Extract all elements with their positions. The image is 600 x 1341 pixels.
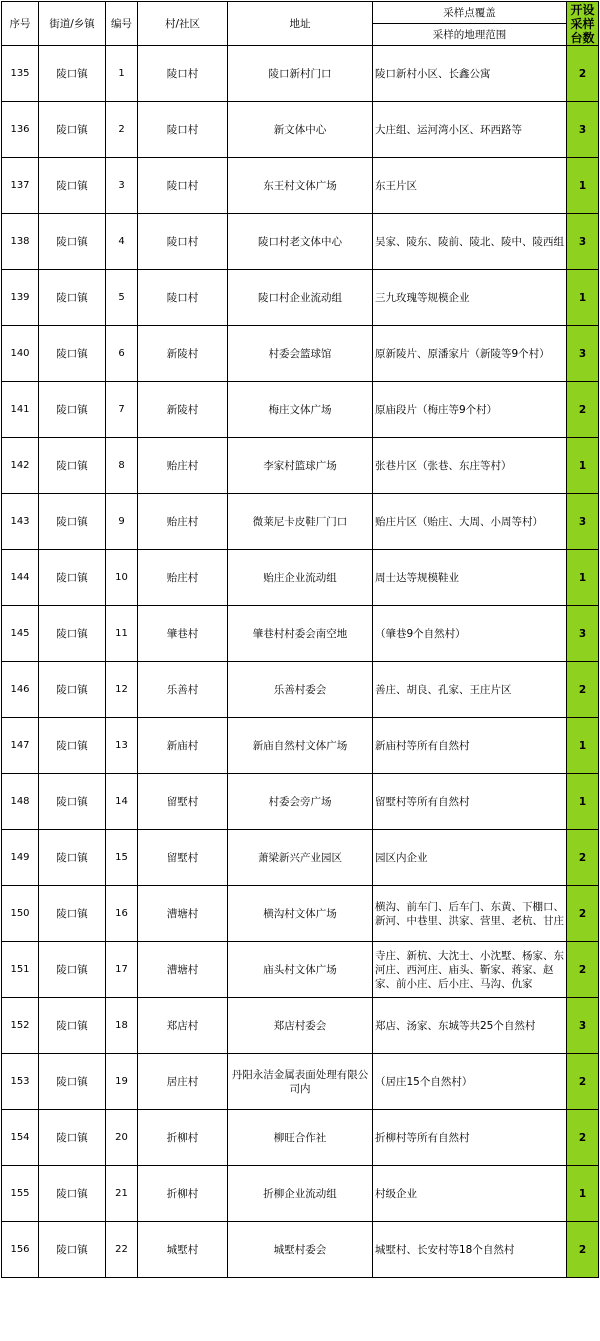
table-row [2,158,599,214]
table-row [2,830,599,886]
cell-address: 新文体中心 [228,102,373,158]
cell-scope: 横沟、前车门、后车门、东黄、下棚口、新河、中巷里、洪家、营里、老杭、甘庄 [373,886,567,942]
cell-num: 1 [106,46,138,102]
cell-scope: 寺庄、新杭、大沈士、小沈墅、杨家、东河庄、西河庄、庙头、靳家、蒋家、赵家、前小庄、后小庄、马沟、仇家 [373,942,567,998]
cell-village: 新陵村 [138,382,228,438]
cell-count: 2 [567,46,599,102]
table-row [2,998,599,1054]
cell-seq: 141 [2,382,39,438]
header-address: 地址 [228,2,373,46]
cell-num: 10 [106,550,138,606]
cell-address: 郑店村委会 [228,998,373,1054]
cell-street: 陵口镇 [39,662,106,718]
cell-address: 丹阳永洁金属表面处理有限公司内 [228,1054,373,1110]
cell-seq: 153 [2,1054,39,1110]
table-row [2,102,599,158]
cell-count: 2 [567,1222,599,1278]
cell-scope: 新庙村等所有自然村 [373,718,567,774]
cell-street: 陵口镇 [39,550,106,606]
table-body [2,46,599,1278]
table-header [2,2,599,46]
table-row [2,1054,599,1110]
cell-seq: 138 [2,214,39,270]
cell-address: 贻庄企业流动组 [228,550,373,606]
sampling-sites-table [1,1,599,1278]
cell-street: 陵口镇 [39,1054,106,1110]
cell-address: 梅庄文体广场 [228,382,373,438]
cell-street: 陵口镇 [39,1166,106,1222]
cell-count: 3 [567,102,599,158]
cell-num: 3 [106,158,138,214]
cell-address: 萧梁新兴产业园区 [228,830,373,886]
table-row [2,662,599,718]
table-row [2,1110,599,1166]
cell-village: 陵口村 [138,270,228,326]
cell-scope: 园区内企业 [373,830,567,886]
cell-street: 陵口镇 [39,606,106,662]
cell-seq: 156 [2,1222,39,1278]
table-row [2,438,599,494]
table-row [2,270,599,326]
table-row [2,774,599,830]
cell-village: 陵口村 [138,158,228,214]
header-street: 街道/乡镇 [39,2,106,46]
cell-num: 2 [106,102,138,158]
cell-count: 2 [567,382,599,438]
cell-scope: 吴家、陵东、陵前、陵北、陵中、陵西组 [373,214,567,270]
cell-street: 陵口镇 [39,158,106,214]
cell-address: 乐善村委会 [228,662,373,718]
header-seq: 序号 [2,2,39,46]
table-row [2,886,599,942]
cell-scope: （居庄15个自然村） [373,1054,567,1110]
header-count [567,2,599,46]
cell-street: 陵口镇 [39,830,106,886]
cell-street: 陵口镇 [39,718,106,774]
cell-scope: 城墅村、长安村等18个自然村 [373,1222,567,1278]
cell-num: 14 [106,774,138,830]
table-row [2,550,599,606]
cell-count: 2 [567,886,599,942]
cell-village: 留墅村 [138,774,228,830]
cell-village: 陵口村 [138,46,228,102]
cell-scope: 陵口新村小区、长鑫公寓 [373,46,567,102]
cell-count: 1 [567,774,599,830]
cell-street: 陵口镇 [39,438,106,494]
cell-scope: 贻庄片区（贻庄、大周、小周等村） [373,494,567,550]
cell-street: 陵口镇 [39,942,106,998]
header-count-line1: 开设 [570,2,595,17]
header-num: 编号 [106,2,138,46]
cell-street: 陵口镇 [39,270,106,326]
cell-seq: 137 [2,158,39,214]
cell-address: 陵口村老文体中心 [228,214,373,270]
cell-count: 1 [567,718,599,774]
cell-street: 陵口镇 [39,326,106,382]
cell-count: 2 [567,942,599,998]
cell-village: 新庙村 [138,718,228,774]
cell-scope: 善庄、胡良、孔家、王庄片区 [373,662,567,718]
cell-scope: 留墅村等所有自然村 [373,774,567,830]
cell-seq: 148 [2,774,39,830]
cell-seq: 135 [2,46,39,102]
cell-village: 折柳村 [138,1166,228,1222]
cell-seq: 143 [2,494,39,550]
cell-num: 6 [106,326,138,382]
cell-scope: 折柳村等所有自然村 [373,1110,567,1166]
cell-village: 折柳村 [138,1110,228,1166]
cell-village: 贻庄村 [138,494,228,550]
cell-address: 新庙自然村文体广场 [228,718,373,774]
cell-num: 9 [106,494,138,550]
header-coverage: 采样点覆盖 [373,2,567,24]
cell-village: 贻庄村 [138,550,228,606]
cell-num: 11 [106,606,138,662]
table-row [2,214,599,270]
cell-scope: （肇巷9个自然村） [373,606,567,662]
cell-count: 1 [567,438,599,494]
header-count-line3: 台数 [570,30,595,45]
cell-scope: 周士达等规模鞋业 [373,550,567,606]
cell-scope: 原新陵片、原潘家片（新陵等9个村） [373,326,567,382]
cell-num: 21 [106,1166,138,1222]
cell-scope: 三九玫瑰等规模企业 [373,270,567,326]
cell-address: 东王村文体广场 [228,158,373,214]
cell-count: 2 [567,1054,599,1110]
cell-scope: 原庙段片（梅庄等9个村） [373,382,567,438]
cell-count: 3 [567,606,599,662]
cell-num: 5 [106,270,138,326]
cell-address: 李家村篮球广场 [228,438,373,494]
cell-address: 肇巷村村委会南空地 [228,606,373,662]
cell-count: 3 [567,326,599,382]
cell-scope: 郑店、汤家、东城等共25个自然村 [373,998,567,1054]
table-row [2,942,599,998]
cell-village: 新陵村 [138,326,228,382]
cell-address: 柳旺合作社 [228,1110,373,1166]
cell-village: 贻庄村 [138,438,228,494]
cell-village: 陵口村 [138,102,228,158]
table-row [2,494,599,550]
cell-village: 肇巷村 [138,606,228,662]
cell-address: 陵口村企业流动组 [228,270,373,326]
cell-street: 陵口镇 [39,46,106,102]
cell-seq: 149 [2,830,39,886]
cell-street: 陵口镇 [39,886,106,942]
cell-address: 村委会旁广场 [228,774,373,830]
cell-num: 22 [106,1222,138,1278]
cell-count: 3 [567,494,599,550]
cell-village: 留墅村 [138,830,228,886]
table-row [2,326,599,382]
cell-street: 陵口镇 [39,998,106,1054]
cell-street: 陵口镇 [39,214,106,270]
cell-seq: 145 [2,606,39,662]
cell-street: 陵口镇 [39,774,106,830]
cell-seq: 139 [2,270,39,326]
cell-village: 陵口村 [138,214,228,270]
cell-num: 18 [106,998,138,1054]
cell-scope: 村级企业 [373,1166,567,1222]
cell-village: 乐善村 [138,662,228,718]
cell-num: 8 [106,438,138,494]
cell-village: 郑店村 [138,998,228,1054]
table-row [2,606,599,662]
header-village: 村/社区 [138,2,228,46]
cell-address: 微莱尼卡皮鞋厂门口 [228,494,373,550]
cell-street: 陵口镇 [39,1222,106,1278]
cell-street: 陵口镇 [39,102,106,158]
cell-seq: 155 [2,1166,39,1222]
cell-seq: 152 [2,998,39,1054]
cell-village: 漕塘村 [138,886,228,942]
cell-count: 1 [567,158,599,214]
cell-seq: 146 [2,662,39,718]
header-count-line2: 采样 [570,16,595,31]
cell-seq: 136 [2,102,39,158]
table-row [2,1222,599,1278]
cell-seq: 144 [2,550,39,606]
table-row [2,718,599,774]
cell-address: 陵口新村门口 [228,46,373,102]
cell-seq: 147 [2,718,39,774]
cell-count: 2 [567,662,599,718]
cell-num: 12 [106,662,138,718]
cell-village: 居庄村 [138,1054,228,1110]
cell-num: 16 [106,886,138,942]
table-row [2,46,599,102]
cell-num: 17 [106,942,138,998]
cell-seq: 151 [2,942,39,998]
cell-seq: 142 [2,438,39,494]
cell-seq: 140 [2,326,39,382]
cell-count: 2 [567,830,599,886]
cell-scope: 东王片区 [373,158,567,214]
cell-address: 横沟村文体广场 [228,886,373,942]
cell-address: 村委会篮球馆 [228,326,373,382]
cell-village: 城墅村 [138,1222,228,1278]
cell-scope: 大庄组、运河湾小区、环西路等 [373,102,567,158]
cell-seq: 154 [2,1110,39,1166]
cell-num: 13 [106,718,138,774]
header-scope: 采样的地理范围 [373,24,567,46]
cell-street: 陵口镇 [39,382,106,438]
cell-num: 7 [106,382,138,438]
cell-address: 折柳企业流动组 [228,1166,373,1222]
cell-num: 15 [106,830,138,886]
cell-count: 1 [567,270,599,326]
cell-num: 20 [106,1110,138,1166]
cell-village: 漕塘村 [138,942,228,998]
table-row [2,1166,599,1222]
cell-count: 1 [567,550,599,606]
cell-count: 1 [567,1166,599,1222]
cell-count: 3 [567,998,599,1054]
cell-address: 庙头村文体广场 [228,942,373,998]
cell-street: 陵口镇 [39,494,106,550]
cell-count: 2 [567,1110,599,1166]
cell-address: 城墅村委会 [228,1222,373,1278]
table-row [2,382,599,438]
cell-scope: 张巷片区（张巷、东庄等村） [373,438,567,494]
cell-num: 19 [106,1054,138,1110]
cell-street: 陵口镇 [39,1110,106,1166]
cell-num: 4 [106,214,138,270]
cell-seq: 150 [2,886,39,942]
cell-count: 3 [567,214,599,270]
